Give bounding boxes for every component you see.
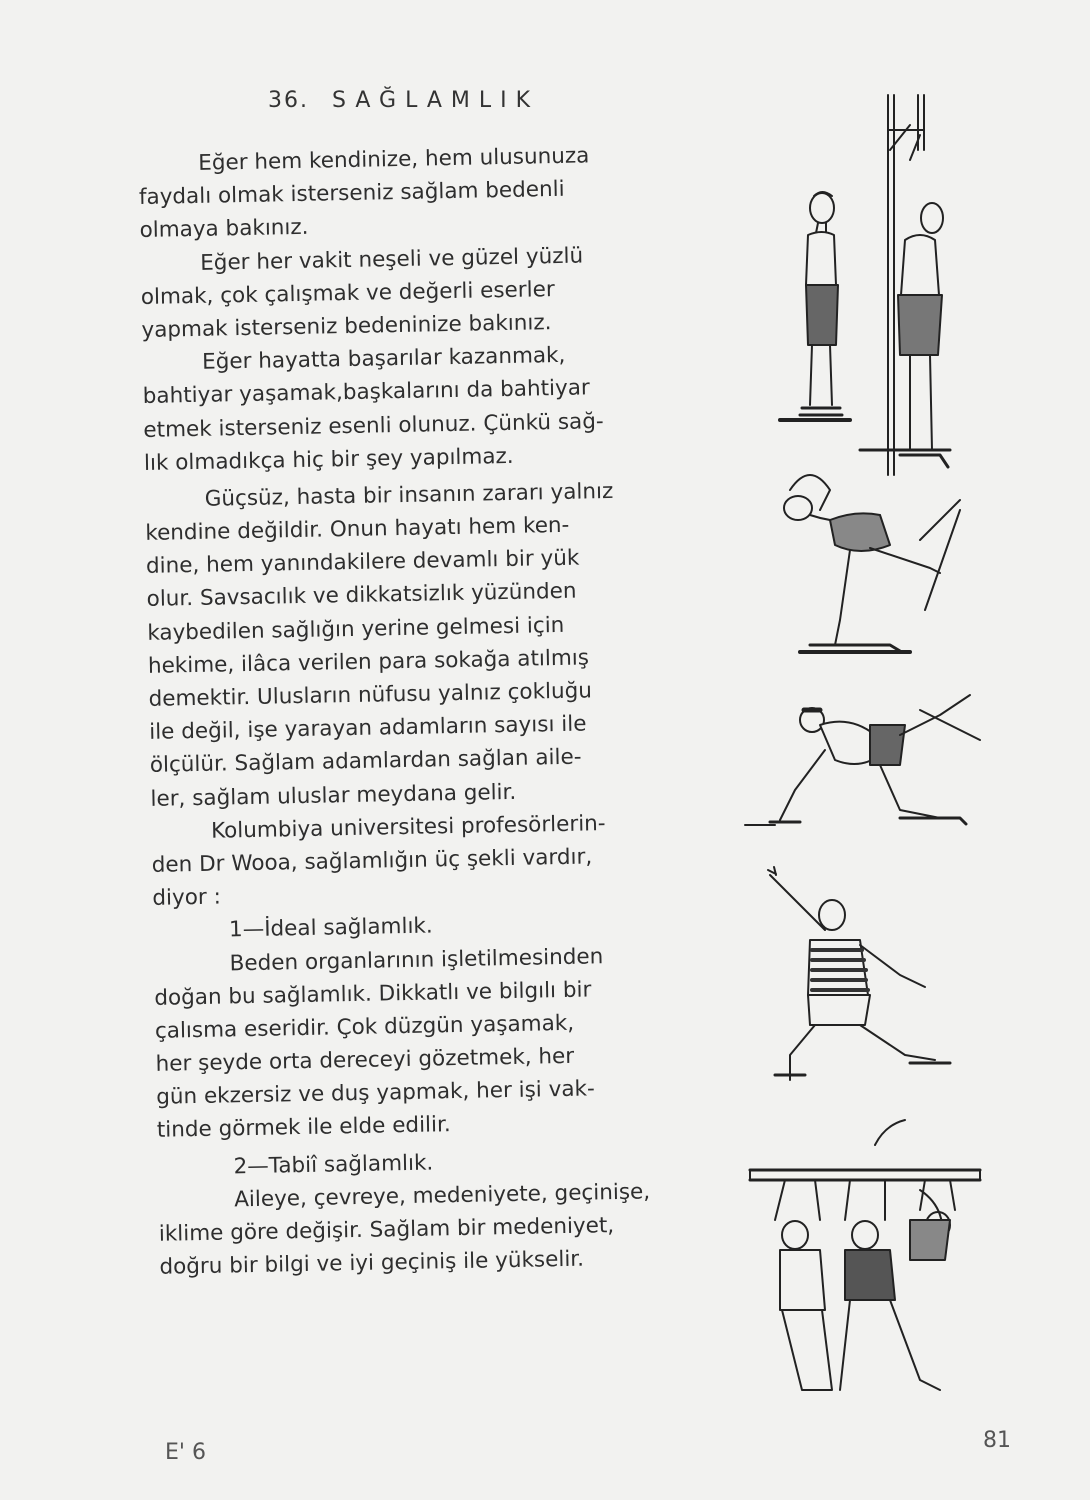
text-line: Beden organlarının işletilmesinden xyxy=(229,943,604,976)
text-line: faydalı olmak isterseniz sağlam bedenli xyxy=(138,177,565,211)
text-line: olmaya bakınız. xyxy=(139,215,309,244)
exercise-illustrations xyxy=(740,90,1040,1420)
text-line: kendine değildir. Onun hayatı hem ken- xyxy=(145,512,570,546)
text-line: Eğer her vakit neşeli ve güzel yüzlü xyxy=(199,243,584,276)
text-line: Eğer hem kendinize, hem ulusunuza xyxy=(198,143,590,176)
text-line: Güçsüz, hasta bir insanın zararı yalnız xyxy=(204,478,614,512)
text-line: bahtiyar yaşamak,başkalarını da bahtiyar xyxy=(142,375,590,410)
text-line: doğru bir bilgi ve iyi geçiniş ile yükselir. xyxy=(159,1246,585,1280)
signature-mark: E' 6 xyxy=(165,1440,206,1465)
text-line: her şeyde orta dereceyi gözetmek, her xyxy=(155,1043,575,1077)
body-text xyxy=(138,137,750,1284)
text-line: tinde görmek ile elde edilir. xyxy=(156,1112,451,1144)
text-line: olmak, çok çalışmak ve değerli eserler xyxy=(140,276,555,310)
text-line: diyor : xyxy=(152,884,222,911)
text-line: 1—İdeal sağlamlık. xyxy=(228,913,433,943)
chapter-heading xyxy=(268,88,539,113)
text-line: ölçülür. Sağlam adamlardan sağlan aile- xyxy=(149,744,582,779)
text-line: olur. Savsacılık ve dikkatsizlık yüzünden xyxy=(146,579,577,613)
text-line: den Dr Wooa, sağlamlığın üç şekli vardır, xyxy=(151,844,593,878)
text-line: çalısma eseridir. Çok düzgün yaşamak, xyxy=(154,1010,575,1044)
exercise-stride-reach-icon xyxy=(750,865,980,1085)
text-line: Eğer hayatta başarılar kazanmak, xyxy=(201,342,566,375)
exercise-lunge-reach-icon xyxy=(740,690,1000,840)
chapter-title: SAĞLAMLIK xyxy=(332,88,540,113)
exercise-bar-hang-icon xyxy=(740,1100,1000,1410)
text-line: iklime göre değişir. Sağlam bir medeniyet, xyxy=(158,1213,615,1247)
text-line: gün ekzersiz ve duş yapmak, her işi vak- xyxy=(155,1076,595,1111)
text-line: ile değil, işe yarayan adamların sayısı ile xyxy=(148,711,587,746)
text-line: Aileye, çevreye, medeniyete, geçinişe, xyxy=(233,1179,651,1213)
text-line: etmek isterseniz esenli olunuz. Çünkü sağ- xyxy=(143,408,604,443)
exercise-climbing-pole-icon xyxy=(770,90,990,480)
text-line: kaybedilen sağlığın yerine gelmesi için xyxy=(147,612,565,646)
text-line: hekime, ilâca verilen para sokağa atılmış xyxy=(147,645,590,679)
text-line: demektir. Ulusların nüfusu yalnız çokluğu xyxy=(148,678,593,712)
text-line: doğan bu sağlamlık. Dikkatlı ve bilgılı bir xyxy=(154,977,592,1011)
text-line: dine, hem yanındakilere devamlı bir yük xyxy=(145,545,580,580)
text-line: Kolumbiya universitesi profesörlerin- xyxy=(210,810,606,844)
text-line: 2—Tabiî sağlamlık. xyxy=(233,1150,434,1179)
page-number: 81 xyxy=(983,1428,1011,1453)
exercise-leg-stretch-icon xyxy=(770,460,1000,670)
text-line: lık olmadıkça hiç bir şey yapılmaz. xyxy=(143,443,514,476)
chapter-number: 36. xyxy=(268,88,309,113)
text-line: yapmak isterseniz bedeninize bakınız. xyxy=(141,310,552,343)
text-line: ler, sağlam uluslar meydana gelir. xyxy=(150,779,517,812)
